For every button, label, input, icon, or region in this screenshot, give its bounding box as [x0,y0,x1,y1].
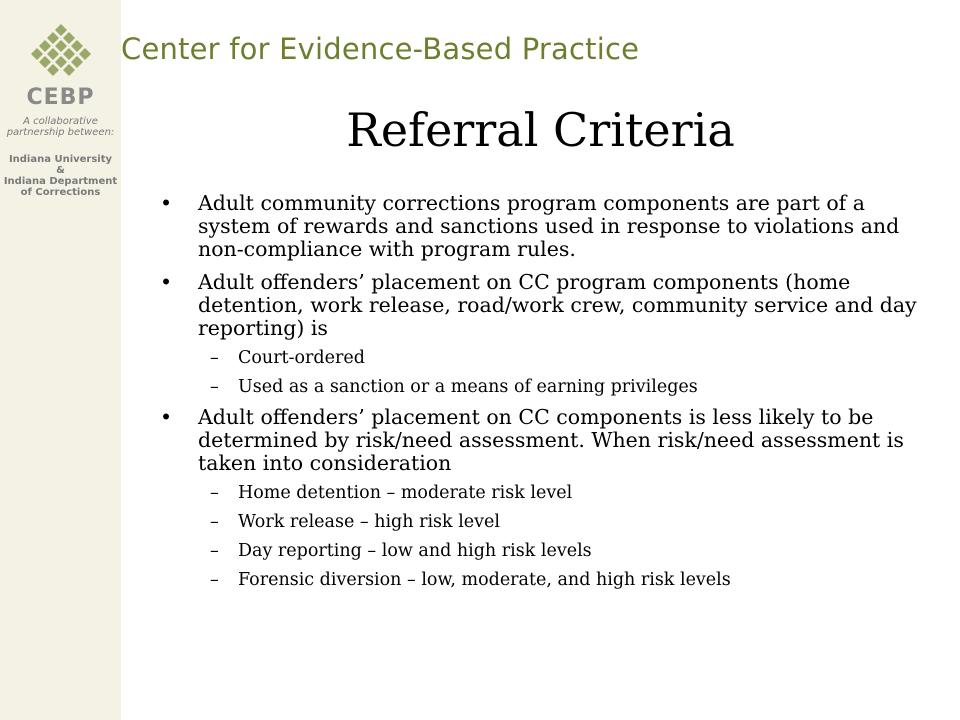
slide-title: Referral Criteria [346,103,735,157]
sub-bullet-item [160,483,920,503]
sub-bullet-item [160,512,920,532]
collaboration-line: A collaborative [23,116,98,127]
bullet-text: Adult offenders’ placement on CC components is less likely to be determined by risk/need assessment. When risk/need assessment is taken into consideration [198,405,904,475]
sub-bullet-item [160,348,920,368]
bullet-icon: • [160,270,173,294]
sub-bullet-text: Day reporting – low and high risk levels [238,541,592,561]
diamond-logo-icon [26,22,96,78]
sub-bullet-item [160,377,920,397]
dash-icon: – [210,377,219,397]
sub-bullet-text: Forensic diversion – low, moderate, and high risk levels [238,570,731,590]
partner-line: Indiana Department [3,176,118,187]
sub-bullet-text: Used as a sanction or a means of earning privileges [238,377,698,397]
partner-line: of Corrections [20,187,101,198]
brand-title: Center for Evidence-Based Practice [121,32,640,66]
sub-bullet-text: Work release – high risk level [238,512,500,532]
sub-bullet-list [160,348,920,397]
bullet-list [160,192,920,599]
dash-icon: – [210,541,219,561]
partner-list [0,154,121,198]
bullet-icon: • [160,191,173,215]
bullet-icon: • [160,405,173,429]
sub-bullet-text: Court-ordered [238,348,365,368]
sub-bullet-text: Home detention – moderate risk level [238,483,573,503]
dash-icon: – [210,570,219,590]
dash-icon: – [210,512,219,532]
bullet-text: Adult offenders’ placement on CC program components (home detention, work release, road/work crew, community service and day reporting) is [198,270,917,340]
dash-icon: – [210,483,219,503]
logo-text: CEBP [26,85,95,110]
collaboration-line: partnership between: [6,127,115,138]
bullet-item [160,406,920,475]
bullet-text: Adult community corrections program components are part of a system of rewards and sanctions used in response to violations and non-compliance with program rules. [198,191,900,261]
bullet-item [160,271,920,340]
partner-line: & [56,165,65,176]
sub-bullet-list [160,483,920,590]
collaboration-text [0,116,121,138]
bullet-item [160,192,920,261]
dash-icon: – [210,348,219,368]
partner-line: Indiana University [8,154,113,165]
sub-bullet-item [160,541,920,561]
sub-bullet-item [160,570,920,590]
